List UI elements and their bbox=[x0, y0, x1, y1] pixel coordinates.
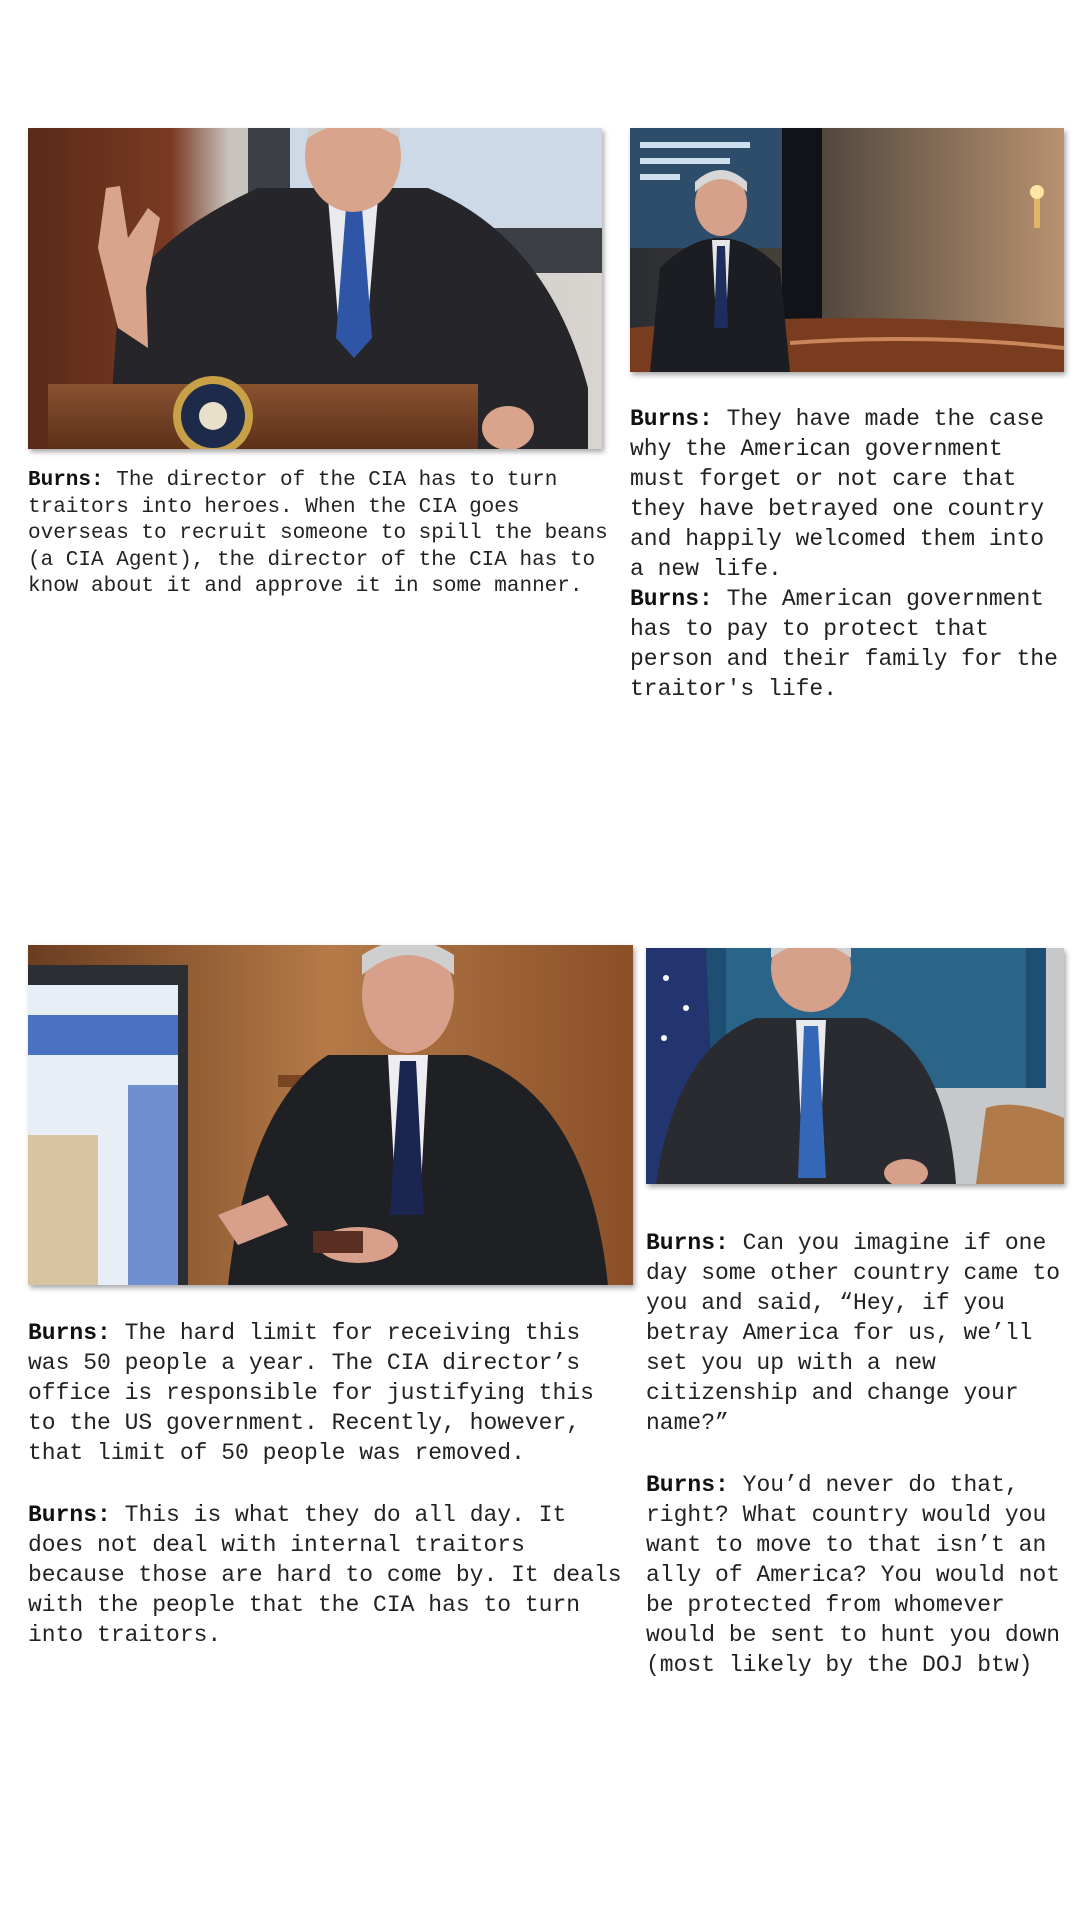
caption-panel-3 bbox=[28, 1318, 628, 1650]
presentation-speaker-illustration bbox=[28, 945, 633, 1285]
caption-text: They have made the case why the American government must forget or not care that they have betrayed one country and happily welcomed them into a new life. bbox=[630, 406, 1045, 582]
caption-text: Can you imagine if one day some other country came to you and said, “Hey, if you betray America for us, we’ll set you up with a new citizenship and change your name?” bbox=[646, 1230, 1061, 1436]
speaker-label: Burns: bbox=[28, 1502, 111, 1528]
speaker-label: Burns: bbox=[630, 406, 713, 432]
panel-4-image bbox=[646, 948, 1064, 1184]
stage-speaker-illustration bbox=[630, 128, 1064, 372]
speaker-label: Burns: bbox=[646, 1230, 729, 1256]
flag-room-speaker-illustration bbox=[646, 948, 1064, 1184]
caption-text: You’d never do that, right? What country would you want to move to that isn’t an ally of America? You would not be protected from whomever would be sent to hunt you down (most likely by the DOJ btw) bbox=[646, 1472, 1061, 1678]
caption-panel-4 bbox=[646, 1228, 1068, 1680]
caption-text: This is what they do all day. It does not deal with internal traitors because those are hard to come by. It deals with the people that the CIA has to turn into traitors. bbox=[28, 1502, 622, 1648]
podium-speaker-illustration bbox=[28, 128, 602, 449]
panel-3-image bbox=[28, 945, 633, 1285]
speaker-label: Burns: bbox=[28, 469, 104, 492]
caption-text: The hard limit for receiving this was 50 people a year. The CIA director’s office is responsible for justifying this to the US government. Recently, however, that limit of 50 people was removed. bbox=[28, 1320, 594, 1466]
panel-2-image bbox=[630, 128, 1064, 372]
panel-1-image bbox=[28, 128, 602, 449]
caption-panel-2 bbox=[630, 404, 1070, 704]
caption-text: The director of the CIA has to turn traitors into heroes. When the CIA goes overseas to recruit someone to spill the beans (a CIA Agent), the director of the CIA has to know about it and approve it in some manner. bbox=[28, 469, 608, 598]
speaker-label: Burns: bbox=[646, 1472, 729, 1498]
caption-text: The American government has to pay to protect that person and their family for the traitor's life. bbox=[630, 586, 1058, 702]
speaker-label: Burns: bbox=[28, 1320, 111, 1346]
speaker-label: Burns: bbox=[630, 586, 713, 612]
caption-panel-1 bbox=[28, 468, 612, 601]
